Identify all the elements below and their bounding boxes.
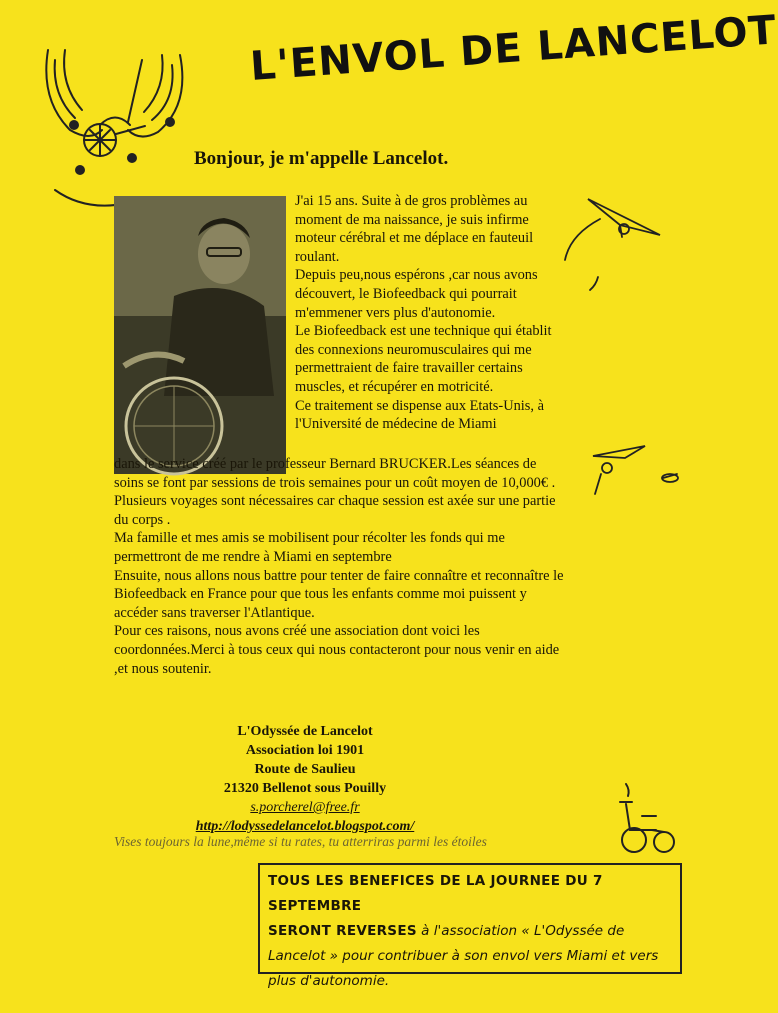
paragraph: Le Biofeedback est une technique qui établit des connexions neuromusculaires qui me permettraient de faire travailler certains muscles, et récupérer en motricité. (295, 323, 552, 395)
paragraph: J'ai 15 ans. Suite à de gros problèmes au moment de ma naissance, je suis infirme moteur cérébral et me déplace en fauteuil roulant. (295, 193, 534, 265)
notice-text: à l'association « L'Odyssée de Lancelot » pour contribuer à son envol vers Miami et vers plus d'autonomie. (268, 923, 659, 989)
paragraph: Ensuite, nous allons nous battre pour tenter de faire connaître et reconnaître le Biofeedback en France pour que tous les enfants comme moi puissent y accéder sans traverser l'Atlantique. (114, 567, 564, 621)
association-status: Association loi 1901 (245, 743, 365, 758)
greeting-heading: Bonjour, je m'appelle Lancelot. (194, 148, 449, 169)
association-address (180, 722, 430, 836)
lancelot-photo (114, 196, 286, 474)
paragraph: Plusieurs voyages sont nécessaires car chaque session est axée sur une partie du corps . (114, 493, 556, 528)
hang-glider-icon (560, 185, 670, 295)
notice-box (258, 863, 682, 989)
paragraph: dans le service créé par le professeur Bernard BRUCKER.Les séances de soins se font par sessions de trois semaines pour un coût moyen de 10,000€ . (114, 456, 556, 491)
paragraph: Ma famille et mes amis se mobilisent pour récolter les fonds qui me permettront de me rendre à Miami en septembre (114, 530, 505, 565)
paragraph: Pour ces raisons, nous avons créé une association dont voici les coordonnées.Merci à tous ceux qui nous contacteront pour nous venir en aide ,et nous soutenir. (114, 623, 560, 677)
paragraph: Depuis peu,nous espérons ,car nous avons découvert, le Biofeedback qui pourrait m'emmener vers plus d'autonomie. (295, 267, 538, 321)
wheelchair-icon (612, 780, 684, 860)
winged-knight-wheelchair-icon (30, 30, 200, 220)
motto-quote: Vises toujours la lune,même si tu rates, tu atterriras parmi les étoiles (114, 834, 487, 849)
notice-caps-line1: TOUS LES BENEFICES DE LA JOURNEE DU 7 SEPTEMBRE (268, 873, 603, 914)
paragraph: Ce traitement se dispense aux Etats-Unis, à l'Université de médecine de Miami (295, 397, 544, 433)
main-text (114, 455, 564, 678)
page-title: L'ENVOL DE LANCELOT (248, 7, 778, 91)
intro-text (295, 192, 565, 434)
address-street: Route de Saulieu (254, 762, 356, 777)
association-name: L'Odyssée de Lancelot (237, 724, 373, 739)
email-link[interactable]: s.porcherel@free.fr (250, 800, 360, 815)
notice-caps-line2: SERONT REVERSES (268, 923, 417, 939)
blog-link[interactable]: http://lodyssedelancelot.blogspot.com/ (195, 819, 415, 834)
address-city: 21320 Bellenot sous Pouilly (223, 781, 387, 796)
hang-glider-icon (575, 438, 685, 508)
